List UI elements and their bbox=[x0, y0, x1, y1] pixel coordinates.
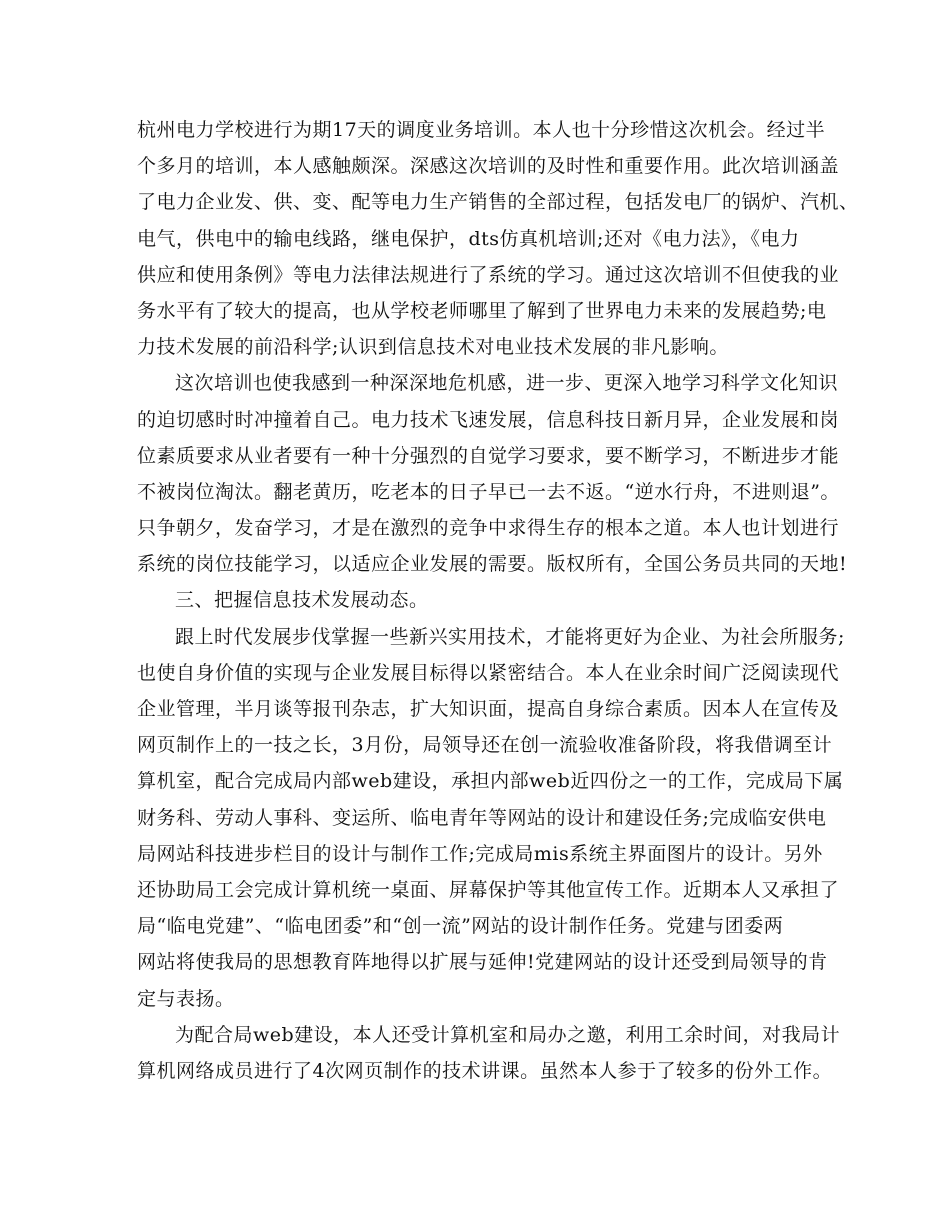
text-line: 力技术发展的前沿科学;认识到信息技术对电业技术发展的非凡影响。 bbox=[137, 336, 729, 359]
paragraph bbox=[137, 619, 845, 1017]
text-line: 只争朝夕，发奋学习，才是在激烈的竞争中求得生存的根本之道。本人也计划进行 bbox=[137, 517, 840, 540]
text-line: 三、把握信息技术发展动态。 bbox=[175, 589, 429, 612]
text-line: 算机网络成员进行了4次网页制作的技术讲课。虽然本人参于了较多的份外工作。 bbox=[137, 1059, 833, 1082]
text-line: 局网站科技进步栏目的设计与制作工作;完成局mis系统主界面图片的设计。另外 bbox=[137, 842, 823, 865]
text-line: 这次培训也使我感到一种深深地危机感，进一步、更深入地学习科学文化知识 bbox=[175, 372, 839, 395]
text-line: 系统的岗位技能学习，以适应企业发展的需要。版权所有，全国公务员共同的天地! bbox=[137, 553, 848, 576]
text-line: 杭州电力学校进行为期17天的调度业务培训。本人也十分珍惜这次机会。经过半 bbox=[137, 119, 826, 141]
text-line: 不被岗位淘汰。翻老黄历，吃老本的日子早已一去不返。“逆水行舟，不进则退”。 bbox=[137, 480, 840, 503]
text-line: 为配合局web建设，本人还受计算机室和局办之邀，利用工余时间，对我局计 bbox=[175, 1023, 841, 1046]
text-line: 财务科、劳动人事科、变运所、临电青年等网站的设计和建设任务;完成临安供电 bbox=[137, 806, 827, 829]
text-line: 个多月的培训，本人感触颇深。深感这次培训的及时性和重要作用。此次培训涵盖 bbox=[137, 155, 840, 178]
document-body bbox=[137, 112, 859, 1089]
text-line: 算机室，配合完成局内部web建设，承担内部web近四份之一的工作，完成局下属 bbox=[137, 770, 844, 793]
text-line: 了电力企业发、供、变、配等电力生产销售的全部过程，包括发电厂的锅炉、汽机、 bbox=[137, 191, 859, 214]
paragraph bbox=[137, 1017, 841, 1089]
text-line: 局“临电党建”、“临电团委”和“创一流”网站的设计制作任务。党建与团委两 bbox=[137, 915, 784, 938]
text-line: 网页制作上的一技之长，3月份，局领导还在创一流验收准备阶段，将我借调至计 bbox=[137, 734, 833, 757]
text-line: 定与表扬。 bbox=[137, 987, 235, 1010]
paragraph bbox=[137, 112, 859, 365]
text-line: 务水平有了较大的提高，也从学校老师哪里了解到了世界电力未来的发展趋势;电 bbox=[137, 299, 827, 322]
text-line: 位素质要求从业者要有一种十分强烈的自觉学习要求，要不断学习，不断进步才能 bbox=[137, 444, 840, 467]
paragraph bbox=[137, 582, 827, 618]
text-line: 也使自身价值的实现与企业发展目标得以紧密结合。本人在业余时间广泛阅读现代 bbox=[137, 661, 840, 684]
text-line: 网站将使我局的思想教育阵地得以扩展与延伸!党建网站的设计还受到局领导的肯 bbox=[137, 951, 828, 974]
text-line: 的迫切感时时冲撞着自己。电力技术飞速发展，信息科技日新月异，企业发展和岗 bbox=[137, 408, 840, 431]
text-line: 跟上时代发展步伐掌握一些新兴实用技术，才能将更好为企业、为社会所服务; bbox=[175, 625, 845, 648]
text-line: 供应和使用条例》等电力法律法规进行了系统的学习。通过这次培训不但使我的业 bbox=[137, 263, 840, 286]
text-line: 还协助局工会完成计算机统一桌面、屏幕保护等其他宣传工作。近期本人又承担了 bbox=[137, 878, 840, 901]
text-line: 电气，供电中的输电线路，继电保护，dts仿真机培训;还对《电力法》，《电力 bbox=[137, 227, 800, 250]
text-line: 企业管理，半月谈等报刊杂志，扩大知识面，提高自身综合素质。因本人在宣传及 bbox=[137, 698, 840, 720]
paragraph bbox=[137, 365, 848, 582]
